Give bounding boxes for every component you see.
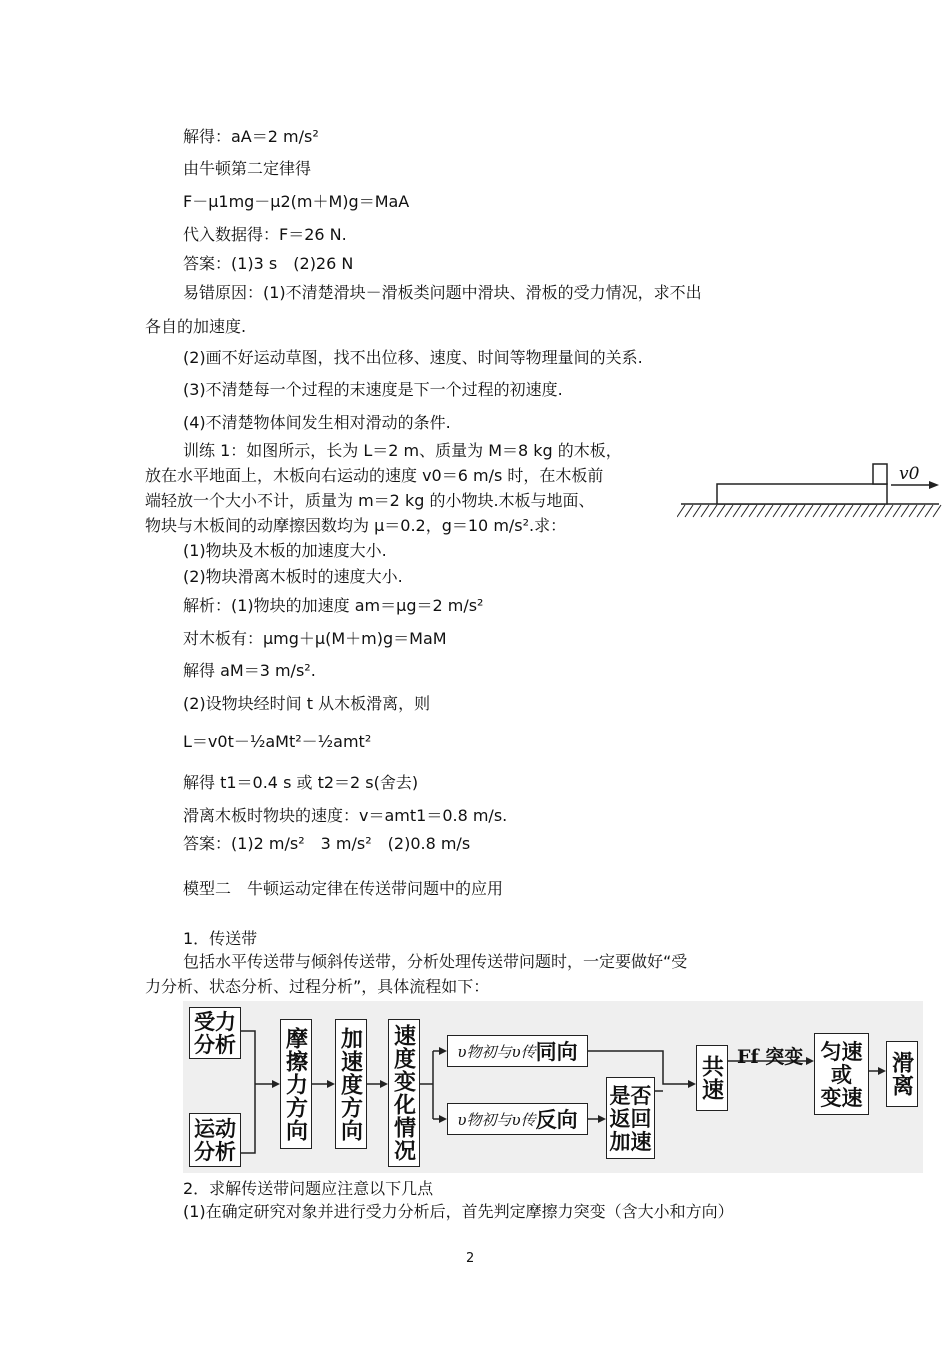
opposite-direction-prefix: υ物初与υ传 (457, 1110, 536, 1129)
solution-line: 解得 t1＝0.4 s 或 t2＝2 s(舍去) (183, 773, 419, 792)
page-number: 2 (466, 1251, 475, 1266)
answer-line: 答案：(1)2 m/s² 3 m/s² (2)0.8 m/s (183, 834, 471, 853)
subsection-heading: 1．传送带 (183, 929, 258, 948)
flow-box-friction-direction: 摩擦力方向 (280, 1019, 312, 1149)
flow-box-motion-analysis: 运动 分析 (189, 1113, 241, 1167)
text-line: 由牛顿第二定律得 (183, 159, 312, 178)
flow-box-uniform-or-variable: 匀速 或 变速 (814, 1033, 869, 1115)
solution-line: 滑离木板时物块的速度：v＝amt1＝0.8 m/s. (183, 806, 508, 825)
text-line: (4)不清楚物体间发生相对滑动的条件. (183, 413, 451, 432)
opposite-direction-label: 反向 (535, 1107, 578, 1132)
flow-box-acceleration-direction: 加速度方向 (335, 1019, 367, 1149)
text-line: 解得：aA＝2 m/s² (183, 127, 319, 146)
same-direction-prefix: υ物初与υ传 (457, 1042, 536, 1061)
exercise-line: 物块与木板间的动摩擦因数均为 μ＝0.2，g＝10 m/s².求： (145, 516, 567, 535)
plank-block-figure (677, 459, 942, 521)
text-line: 各自的加速度. (145, 317, 247, 336)
text-line: 力分析、状态分析、过程分析”，具体流程如下： (145, 977, 490, 996)
section-heading: 模型二 牛顿运动定律在传送带问题中的应用 (183, 879, 504, 898)
solution-line: (2)设物块经时间 t 从木板滑离，则 (183, 694, 431, 713)
flow-box-velocity-change: 速度变化情况 (388, 1019, 420, 1167)
flow-box-slide-off: 滑离 (886, 1041, 918, 1107)
subsection-heading: 2．求解传送带问题应注意以下几点 (183, 1179, 434, 1198)
flow-box-same-direction (447, 1035, 588, 1067)
question-line: (2)物块滑离木板时的速度大小. (183, 567, 403, 586)
velocity-label: v0 (899, 464, 920, 484)
friction-jump-label: Ff 突变 (737, 1046, 804, 1068)
flow-box-opposite-direction (447, 1103, 588, 1135)
formula-line: L＝v0t－½aMt²－½amt² (183, 732, 372, 751)
exercise-line: 放在水平地面上，木板向右运动的速度 v0＝6 m/s 时，在木板前 (145, 466, 604, 485)
exercise-line: 训练 1：如图所示，长为 L＝2 m、质量为 M＝8 kg 的木板， (183, 441, 622, 460)
text-line: (2)画不好运动草图，找不出位移、速度、时间等物理量间的关系. (183, 348, 643, 367)
flow-box-force-analysis: 受力 分析 (189, 1007, 241, 1059)
solution-line: 对木板有：μmg＋μ(M＋m)g＝MaM (183, 629, 447, 648)
formula-line: F－μ1mg－μ2(m＋M)g＝MaA (183, 192, 410, 211)
conveyor-flowchart (183, 1001, 923, 1173)
text-line: 代入数据得：F＝26 N. (183, 225, 347, 244)
question-line: (1)物块及木板的加速度大小. (183, 541, 387, 560)
same-direction-label: 同向 (535, 1039, 578, 1064)
solution-line: 解析：(1)物块的加速度 am＝μg＝2 m/s² (183, 596, 484, 615)
flow-box-return-acceleration: 是否 返回 加速 (606, 1077, 655, 1159)
text-line: 易错原因：(1)不清楚滑块－滑板类问题中滑块、滑板的受力情况，求不出 (183, 283, 702, 302)
solution-line: 解得 aM＝3 m/s². (183, 661, 316, 680)
answer-line: 答案：(1)3 s (2)26 N (183, 254, 354, 273)
text-line: 包括水平传送带与倾斜传送带，分析处理传送带问题时，一定要做好“受 (183, 952, 688, 971)
plank (717, 484, 887, 504)
flow-box-common-velocity: 共速 (696, 1045, 728, 1111)
text-line: (3)不清楚每一个过程的末速度是下一个过程的初速度. (183, 380, 563, 399)
exercise-line: 端轻放一个大小不计，质量为 m＝2 kg 的小物块.木板与地面、 (145, 491, 595, 510)
text-line: (1)在确定研究对象并进行受力分析后，首先判定摩擦力突变（含大小和方向） (183, 1202, 734, 1221)
block (873, 464, 887, 484)
